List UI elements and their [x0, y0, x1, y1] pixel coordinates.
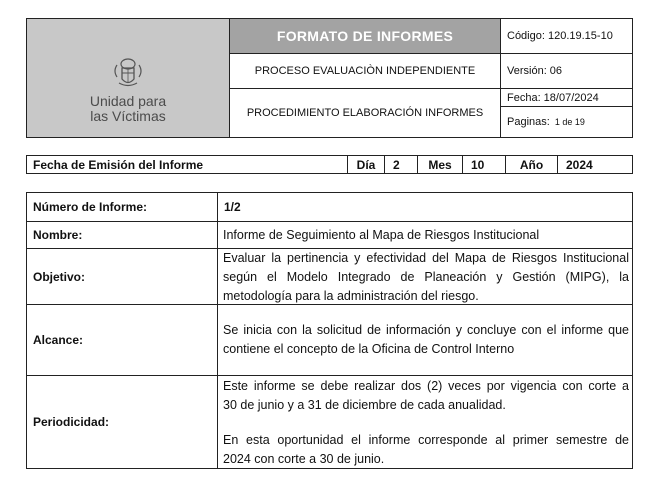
version-field: Versión: 06: [500, 53, 633, 89]
periodicity-text: [217, 375, 633, 469]
report-name-label: Nombre:: [26, 221, 218, 249]
day-value: 2: [384, 155, 418, 174]
periodicity-line-4: 2024 con corte a 30 de junio.: [223, 452, 385, 466]
month-label: Mes: [417, 155, 463, 174]
scope-label: Alcance:: [26, 304, 218, 376]
scope-line-1: Se inicia con la solicitud de información y concluye con el informe que: [223, 323, 629, 337]
objective-text: [217, 248, 633, 305]
objective-label: Objetivo:: [26, 248, 218, 305]
objective-line-2: según el Modelo Integrado de Planeación y Gestión (MIPG), la: [223, 270, 629, 284]
month-value: 10: [462, 155, 506, 174]
periodicity-line-3: En esta oportunidad el informe corresponde al primer semestre de: [223, 433, 629, 447]
logo-line-1: Unidad para: [89, 93, 167, 109]
periodicity-line-1: Este informe se debe realizar dos (2) veces por vigencia con corte a: [223, 379, 629, 393]
report-name: Informe de Seguimiento al Mapa de Riesgos Institucional: [217, 221, 633, 249]
scope-line-2: contiene el concepto de la Oficina de Control Interno: [223, 342, 515, 356]
logo-block: [26, 18, 230, 138]
day-label: Día: [347, 155, 385, 174]
year-value: 2024: [557, 155, 633, 174]
year-label: Año: [505, 155, 558, 174]
procedure-name: PROCEDIMIENTO ELABORACIÓN INFORMES: [229, 88, 501, 138]
pages-value: 1 de 19: [554, 117, 585, 127]
report-number: 1/2: [217, 192, 633, 222]
periodicity-line-2: 30 de junio y a 31 de diciembre de cada anualidad.: [223, 398, 506, 412]
pages-field: [500, 106, 633, 138]
pages-label: Paginas:: [507, 116, 550, 128]
process-name: PROCESO EVALUACIÒN INDEPENDIENTE: [229, 53, 501, 89]
report-number-label: Número de Informe:: [26, 192, 218, 222]
emission-label: Fecha de Emisión del Informe: [26, 155, 348, 174]
date-field: Fecha: 18/07/2024: [500, 88, 633, 107]
objective-line-1: Evaluar la pertinencia y efectividad del Mapa de Riesgos Institucional: [223, 251, 629, 265]
coat-of-arms-icon: [111, 55, 145, 89]
document-title: FORMATO DE INFORMES: [229, 18, 501, 54]
scope-text: [217, 304, 633, 376]
logo-line-2: las Víctimas: [90, 108, 166, 124]
objective-line-3: metodología para la administración del riesgo.: [223, 289, 479, 303]
code-field: Código: 120.19.15-10: [500, 18, 633, 54]
periodicity-label: Periodicidad:: [26, 375, 218, 469]
